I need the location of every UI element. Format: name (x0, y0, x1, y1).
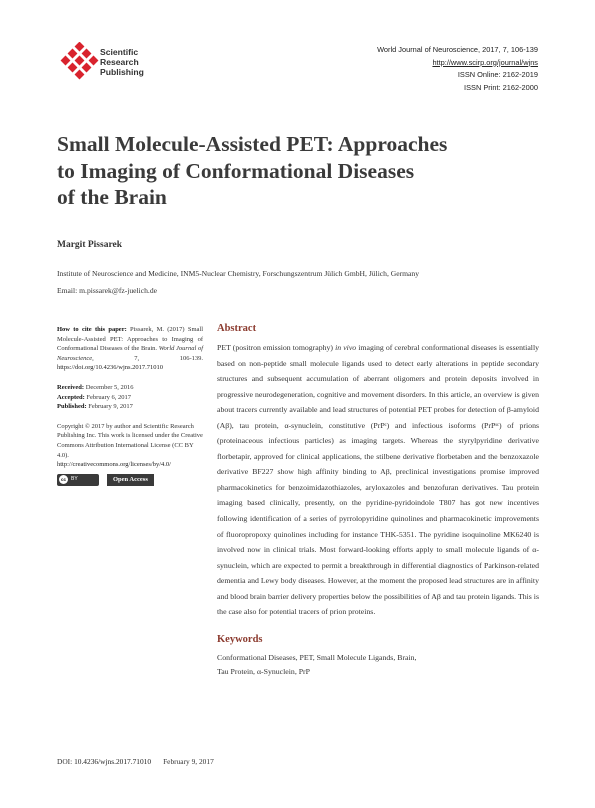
publisher-line3: Publishing (100, 67, 144, 77)
published-date: February 9, 2017 (88, 403, 133, 411)
cite-label: How to cite this paper: (57, 326, 127, 333)
license-text: Copyright © 2017 by author and Scientific Research Publishing Inc. This work is licensed under the Creative Commons Attribution International License (CC BY 4.0). (57, 422, 203, 459)
license-block (57, 422, 203, 470)
abstract-italic: in vivo (335, 343, 357, 352)
footer-doi-label: DOI: (57, 757, 73, 766)
cc-by-badge[interactable] (57, 474, 99, 486)
cite-doi-link[interactable]: https://doi.org/10.4236/wjns.2017.71010 (57, 364, 164, 372)
accepted-label: Accepted: (57, 393, 85, 401)
cite-vol: , 7, 106-139. (92, 354, 203, 362)
accepted-date: February 6, 2017 (86, 393, 132, 401)
journal-citation: World Journal of Neuroscience, 2017, 7, 106-139 (377, 45, 538, 54)
publisher-name (100, 47, 144, 77)
keywords-line2: Tau Protein, α-Synuclein, PrP (217, 666, 310, 676)
author-name: Margit Pissarek (57, 240, 122, 250)
journal-url-link[interactable]: http://www.scirp.org/journal/wjns (432, 57, 538, 67)
open-access-badge: Open Access (107, 474, 154, 486)
title-line3: of the Brain (57, 185, 167, 209)
published-label: Published: (57, 403, 87, 411)
license-badges (57, 474, 203, 486)
cc-icon: cc (59, 475, 68, 484)
journal-info (377, 44, 538, 94)
dates-block (57, 383, 203, 412)
author-email: Email: m.pissarek@fz-juelich.de (57, 285, 157, 295)
logo-mark-icon (61, 42, 99, 79)
paper-title (57, 131, 517, 211)
abstract-heading: Abstract (217, 323, 257, 334)
cite-journal: World Journal of Neuroscience (57, 345, 204, 362)
license-url-link[interactable]: http://creativecommons.org/licenses/by/4.0/ (57, 461, 171, 469)
title-line1: Small Molecule-Assisted PET: Approaches (57, 132, 448, 156)
title-line2: to Imaging of Conformational Diseases (57, 158, 415, 183)
issn-online: ISSN Online: 2162-2019 (457, 70, 538, 79)
received-date: December 5, 2016 (85, 383, 134, 391)
abstract-part1: PET (positron emission tomography) (217, 343, 336, 352)
cite-text: Pissarek, M. (2017) Small Molecule-Assisted PET: Approaches to Imaging of Conformational Diseases of the Brain. (57, 326, 203, 353)
affiliation: Institute of Neuroscience and Medicine, INM5-Nuclear Chemistry, Forschungszentrum Jülich GmbH, Jülich, Germany (57, 269, 420, 278)
abstract-part2: imaging of cerebral conformational diseases is essentially based on non-peptide small molecule ligands used to detect early alterations in peptide secondary structures and subsequent accumulation of aberrant oligomers and protein deposits involved in progressive neurodegeneration, cognitive and movement disorders. In this article, an overview is given about tracers currently available and lead structures of potential PET probes for detection of β-amyloid (Aβ), tau protein, α-synuclein, constitutive (PrPᶜ) and infectious isoforms (PrPˢᶜ) of prions (proteinaceous infectious particles) as imaging targets. Whereas the styrylpyridine derivative florbetapir, approved for clinical applications, the stilbene derivative florbetaben and the benzoxazole derivative BF227 show high affinity binding to Aβ, preclinical investigations promise improved pharmacokinetics for benzoimidazothiazoles, aryloxazoles and benzofuran derivatives. Tau protein imaging based clinically, presently, on the pyridine-pyridoindole T807 has got new incentives following identification of a series of pyrrolopyridine quinolines and pharmacokinetic improvements of fluoropropoxy quinolines including for instance THK-5351. The pyridine isoquinoline MK6240 is involved now in clinical trials. Most forward-looking efforts apply to small molecule ligands of α-synuclein, which are expected to permit a breakthrough in differential diagnostics of Parkinson-related dementia and Lewy body diseases. However, at the moment the proposed lead structures are in affinity and blood brain barrier delivery properties below the possibilities of Aβ and tau protein ligands. This is the case also for potential tracers of prion proteins. (217, 343, 540, 617)
left-sidebar (57, 325, 203, 486)
received-label: Received: (57, 383, 85, 391)
publisher-line1: Scientific (100, 47, 139, 57)
issn-print: ISSN Print: 2162-2000 (464, 82, 538, 92)
page-footer (57, 757, 214, 766)
keywords-heading: Keywords (217, 633, 263, 645)
publisher-line2: Research (100, 57, 139, 67)
cc-by-label: BY (71, 475, 78, 482)
affiliation-block (57, 266, 547, 299)
footer-date: February 9, 2017 (163, 757, 214, 766)
keywords-line1: Conformational Diseases, PET, Small Molecule Ligands, Brain, (217, 652, 417, 662)
footer-doi-link[interactable]: 10.4236/wjns.2017.71010 (74, 757, 152, 766)
main-column (217, 323, 539, 679)
cite-block (57, 325, 203, 373)
keywords-text (217, 651, 539, 679)
abstract-text (217, 340, 539, 620)
